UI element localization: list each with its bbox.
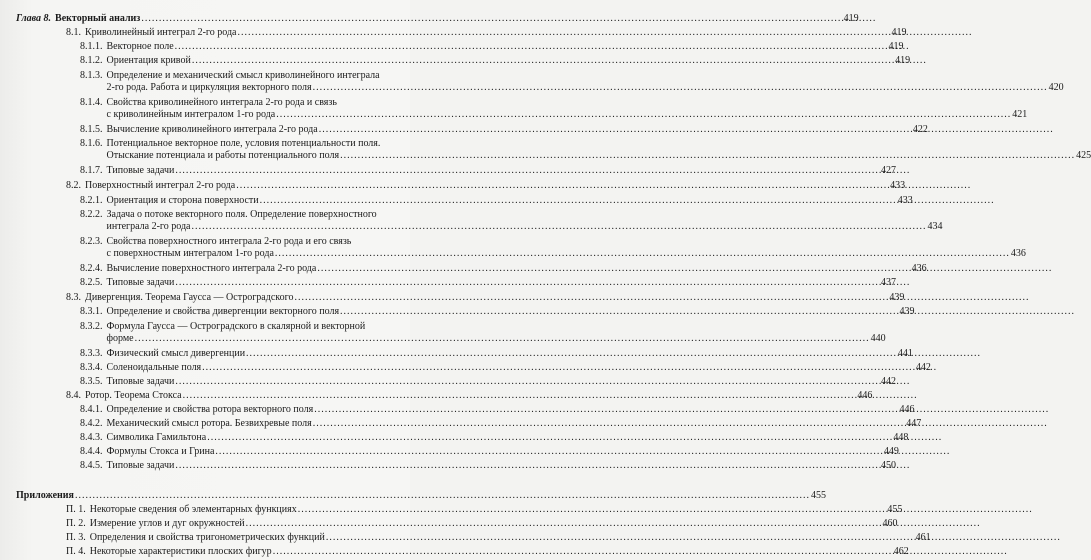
appendix-page: 455 xyxy=(810,490,826,501)
chapter-page: 419 xyxy=(843,13,859,24)
appendix-title: Приложения xyxy=(16,490,74,501)
chapter-label: Глава 8. xyxy=(16,13,52,24)
chapter-title: Векторный анализ xyxy=(55,13,141,24)
toc-page: Глава 8. Векторный анализ ..... 419 8.1. Криволинейный интеграл 2-го рода ..... 419 8.1.1. Векторное поле ..... 419 8.1.2. Ориентация кривой ..... 419 8.1.3. Определение и механический смысл криволинейного интеграла 2-го рода. Работа и циркуляция векторного поля ..... 420 8.1.4. Свойства криволинейного интеграла 2-го рода и связь с криволинейным интегралом 1-го рода ..... 421 8.1.5. Вычисление криволинейного интеграла 2-го рода ..... 422 8.1.6. Потенциальное векторное поле, условия потенциальности поля. Отыскание потенциала и работы потенциального поля ..... 425 8.1.7. Типовые задачи ..... 427 8.2. Поверхностный интеграл 2-го рода ..... 433 8.2.1. Ориентация и сторона поверхности ..... 433 8.2.2. Задача о потоке векторного поля. Определение поверхностного интеграла 2-го рода ..... 434 8.2.3. Свойства поверхностного интеграла 2-го рода и его связь с поверхностным интегралом 1-го рода ..... 436 8.2.4. Вычисление поверхностного интеграла 2-го рода ..... 436 8.2.5. Типовые задачи ..... 437 8.3. Дивергенция. Теорема Гаусса — Остроградского ..... 439 8.3.1. Определение и свойства дивергенции векторного поля ..... 439 8.3.2. Формула Гаусса — Остроградского в скалярной и векторной форме ..... 440 8.3.3. Физический смысл дивергенции ..... 441 8.3.4. Соленоидальные поля ..... 442 8.3.5. Типовые задачи ..... 442 8.4. Ротор. Теорема Стокса ..... 446 8.4.1. Определение и свойства ротора векторного поля ..... 446 8.4.2. Механический смысл ротора. Безвихревые поля ..... 447 8.4.3. Символика Гамильтона ..... 448 8.4.4. Формулы Стокса и Грина ..... 449 8.4.5. Типовые задачи ..... 450 Приложения ..... 455 П. 1. Некоторые сведения об элементарных функциях ..... 455 П. 2. Измерение углов и дуг окружностей ..... 460 П. 3. Определения и свойства тригонометрических функций ..... 461 П. 4. Некоторые характеристики плоских фигур ..... 462 xyxy=(0,0,410,560)
